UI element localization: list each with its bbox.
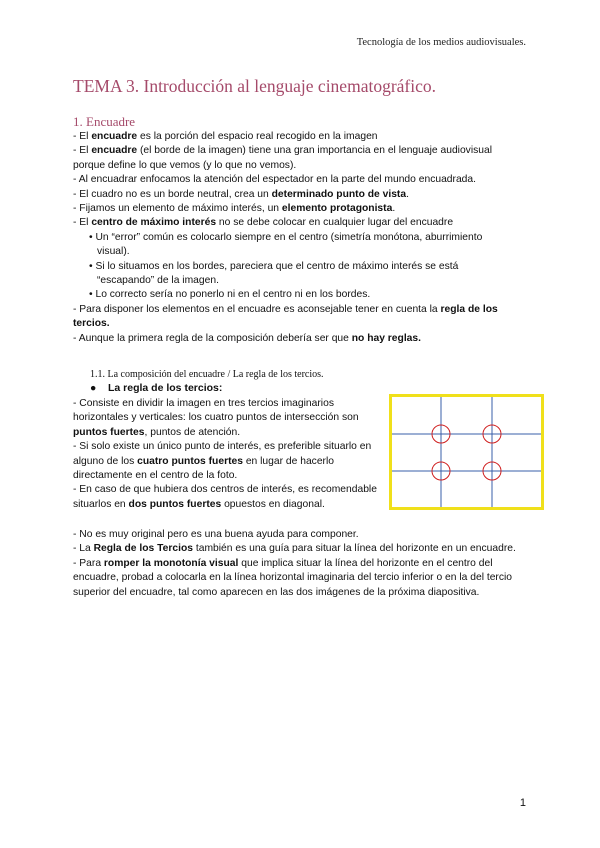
sub-bullet-line: • Si lo situamos en los bordes, pareciera que el centro de máximo interés se está	[89, 260, 459, 272]
page-title: TEMA 3. Introducción al lenguaje cinematográfico.	[73, 76, 436, 96]
paragraph-line: - No es muy original pero es una buena ayuda para componer.	[73, 529, 359, 540]
paragraph-line: - El encuadre es la porción del espacio real recogido en la imagen	[73, 131, 378, 142]
paragraph-line: - Al encuadrar enfocamos la atención del espectador en la parte del mundo encuadrada.	[73, 174, 476, 186]
paragraph-line: - Aunque la primera regla de la composición debería ser que no hay reglas.	[73, 332, 421, 344]
paragraph-line: - El encuadre (el borde de la imagen) tiene una gran importancia en el lenguaje audiovisual porque define lo que vemos (y lo que no vemos).	[73, 145, 493, 171]
bullet-heading: ● La regla de los tercios:	[90, 382, 223, 394]
paragraph-line: - El centro de máximo interés no se debe colocar en cualquier lugar del encuadre	[73, 217, 454, 229]
paragraph-line: - Para disponer los elementos en el encuadre es aconsejable tener en cuenta la regla de los tercios.	[73, 303, 498, 330]
paragraph-line: - La Regla de los Tercios también es una guía para situar la línea del horizonte en un encuadre.	[73, 543, 516, 555]
sub-bullet-line: • Lo correcto sería no ponerlo ni en el centro ni en los bordes.	[89, 289, 371, 301]
paragraph-line: - Si solo existe un único punto de interés, es preferible situarlo en alguno de los cuatro puntos fuertes en lugar de hacerlo directamente en el centro de la foto.	[73, 441, 372, 482]
rule-of-thirds-diagram	[389, 394, 544, 510]
page-number: 1	[519, 797, 526, 809]
thirds-text	[73, 397, 383, 512]
paragraph-line: - El cuadro no es un borde neutral, crea un determinado punto de vista.	[73, 188, 409, 200]
section-body	[73, 130, 523, 346]
thirds-text-continued	[73, 528, 528, 600]
paragraph-line: - Fijamos un elemento de máximo interés, un elemento protagonista.	[73, 203, 396, 215]
sub-bullet-line: • Un “error” común es colocarlo siempre en el centro (simetría monótona, aburrimiento	[89, 231, 483, 243]
diagram-frame	[391, 396, 543, 509]
paragraph-line: - En caso de que hubiera dos centros de interés, es recomendable situarlos en dos puntos fuertes opuestos en diagonal.	[73, 484, 377, 510]
running-header: Tecnología de los medios audiovisuales.	[356, 37, 526, 48]
section-title: 1. Encuadre	[73, 114, 136, 129]
sub-bullet-line: visual).	[97, 246, 130, 258]
subsection-title: 1.1. La composición del encuadre / La regla de los tercios.	[90, 369, 324, 380]
bullet-dot-icon: ●	[90, 382, 97, 394]
paragraph-line: - Consiste en dividir la imagen en tres tercios imaginarios horizontales y verticales: los cuatro puntos de intersección son puntos fuertes, puntos de atención.	[73, 398, 359, 438]
sub-bullet-line: “escapando” de la imagen.	[97, 275, 219, 287]
paragraph-line: - Para romper la monotonía visual que implica situar la línea del horizonte en el centro del encuadre, probad a colocarla en la línea horizontal imaginaria del tercio inferior o en la del tercio superior del encuadre, tal como aparecen en las dos imágenes de la próxima diapositiva.	[73, 557, 513, 598]
